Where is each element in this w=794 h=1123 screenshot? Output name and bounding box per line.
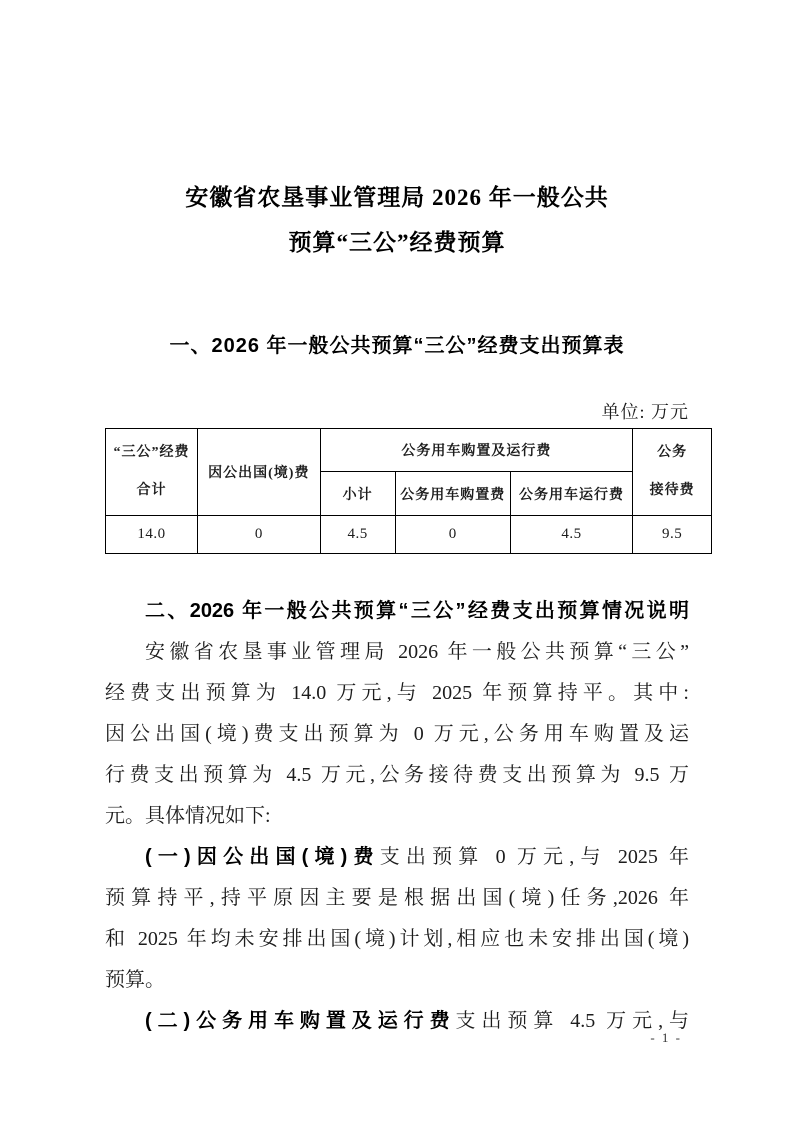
table-header-vehicle-subtotal: 小计 [320, 472, 395, 516]
paragraph-vehicle-item [105, 1001, 689, 1042]
abroad-item-label: (一)因公出国(境)费 [145, 846, 380, 868]
paragraph-overview-line1: 安徽省农垦事业管理局 2026 年一般公共预算“三公” [145, 641, 689, 663]
paragraph-abroad-item [105, 837, 689, 1001]
paragraph-abroad-line2: 预算持平,持平原因主要是根据出国(境)任务,2026 年 [105, 887, 689, 909]
vehicle-item-text: 支出预算 4.5 万元,与 [455, 1010, 690, 1032]
table-header-vehicle-purchase: 公务用车购置费 [395, 472, 510, 516]
paragraph-abroad-line3: 和 2025 年均未安排出国(境)计划,相应也未安排出国(境) [105, 928, 689, 950]
table-header-vehicle-group: 公务用车购置及运行费 [320, 429, 633, 472]
value-vehicle-purchase: 0 [395, 516, 510, 554]
paragraph-abroad-line4: 预算。 [105, 969, 165, 991]
value-abroad: 0 [198, 516, 320, 554]
unit-label: 单位: 万元 [601, 402, 689, 422]
section2-heading: 二、2026 年一般公共预算“三公”经费支出预算情况说明 [145, 600, 689, 622]
table-header-vehicle-operation: 公务用车运行费 [510, 472, 632, 516]
paragraph-overview [105, 632, 689, 837]
value-reception: 9.5 [633, 516, 712, 554]
document-title [105, 175, 689, 265]
table-header-reception [633, 429, 712, 516]
value-sangong-total: 14.0 [106, 516, 198, 554]
table-header-sangong-total [106, 429, 198, 516]
table-header-reception-line2: 接待费 [649, 483, 695, 498]
section1-heading: 一、2026 年一般公共预算“三公”经费支出预算表 [169, 335, 625, 357]
table-row [106, 516, 712, 554]
paragraph-overview-line2: 经费支出预算为 14.0 万元,与 2025 年预算持平。其中: [105, 682, 689, 704]
value-vehicle-subtotal: 4.5 [320, 516, 395, 554]
abroad-item-text: 支出预算 0 万元,与 2025 年 [379, 846, 690, 868]
vehicle-item-label: (二)公务用车购置及运行费 [145, 1010, 456, 1032]
table-header-sangong-total-line2: 合计 [136, 483, 167, 498]
document-title-line2: 预算“三公”经费预算 [288, 230, 506, 255]
paragraph-overview-line4: 行费支出预算为 4.5 万元,公务接待费支出预算为 9.5 万 [105, 764, 689, 786]
document-title-line1: 安徽省农垦事业管理局 2026 年一般公共 [185, 185, 609, 210]
paragraph-overview-line5: 元。具体情况如下: [105, 805, 271, 827]
page-number: - 1 - [650, 1030, 682, 1045]
paragraph-abroad-line1 [105, 837, 689, 878]
table-header-reception-line1: 公务 [657, 445, 688, 460]
budget-table [105, 428, 712, 554]
table-header-abroad: 因公出国(境)费 [198, 429, 320, 516]
value-vehicle-operation: 4.5 [510, 516, 632, 554]
table-header-sangong-total-line1: “三公”经费 [113, 445, 190, 460]
paragraph-vehicle-line1 [105, 1001, 689, 1042]
paragraph-overview-line3: 因公出国(境)费支出预算为 0 万元,公务用车购置及运 [105, 723, 689, 745]
